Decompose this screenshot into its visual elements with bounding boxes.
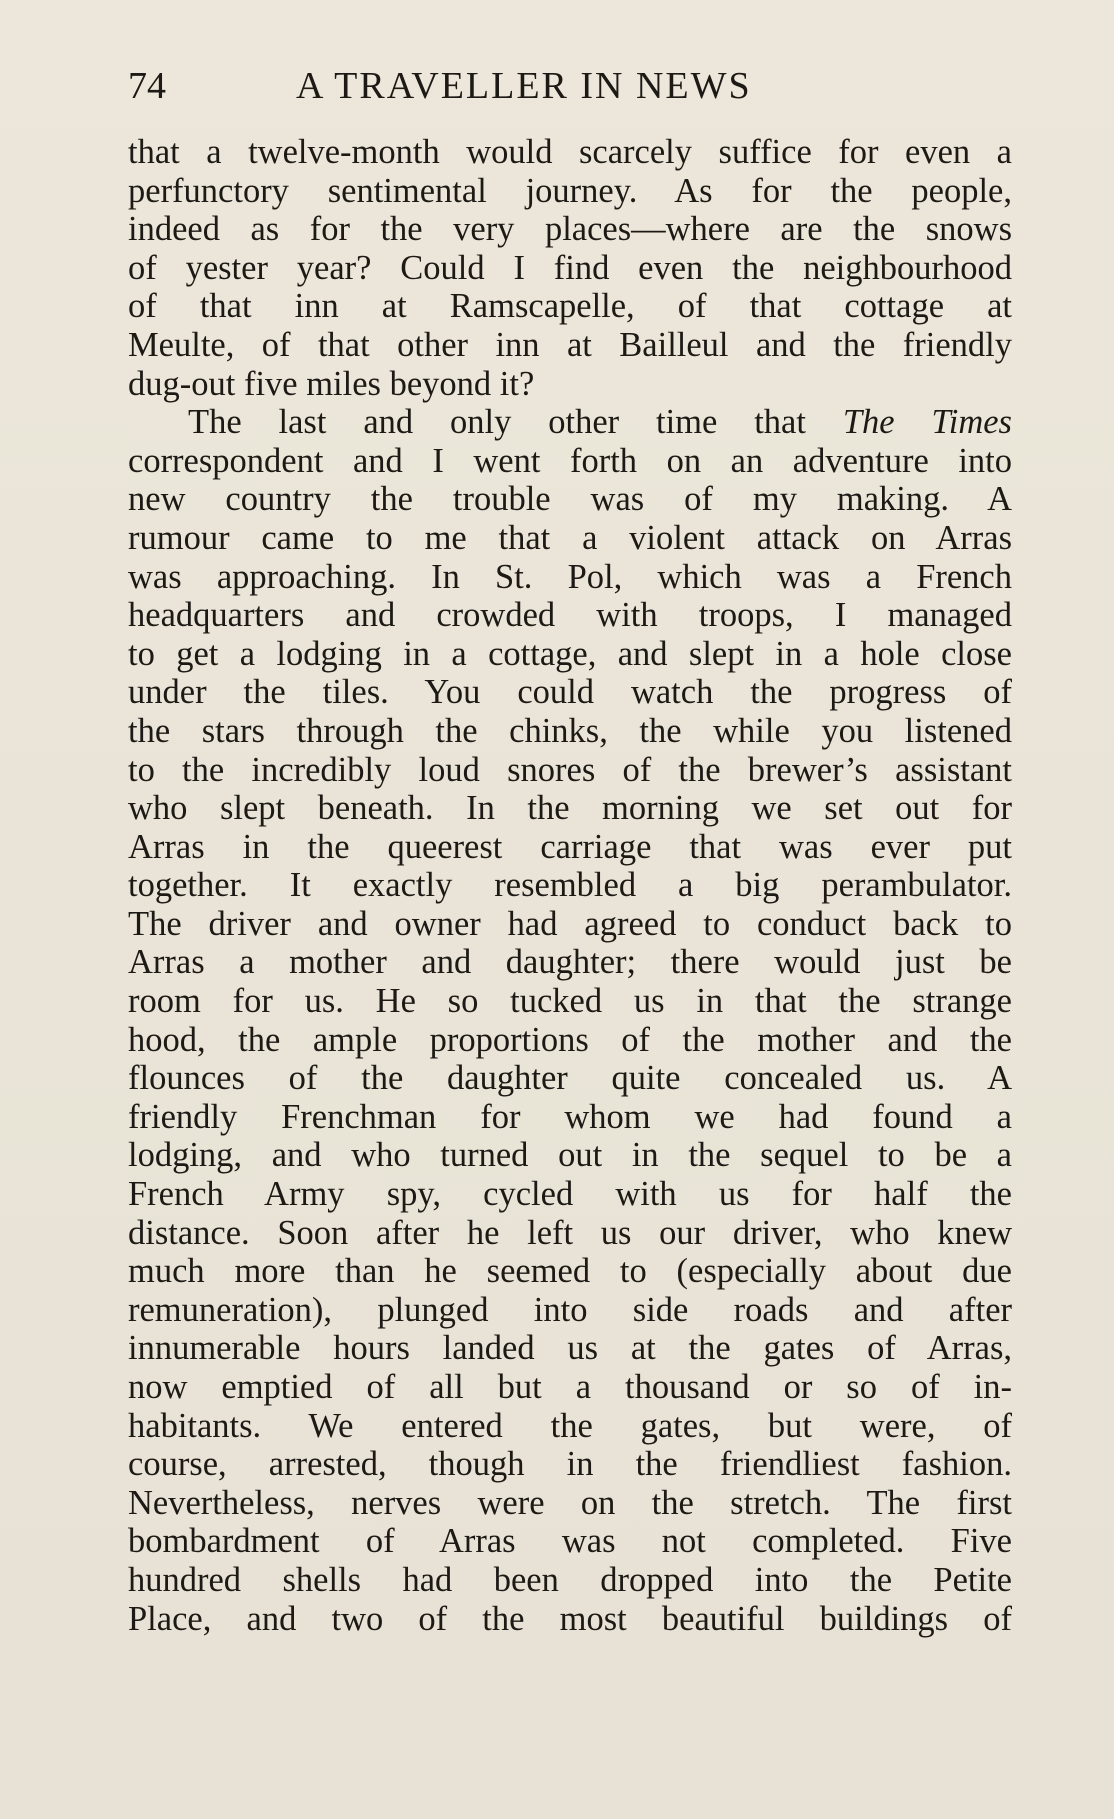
line-text: The last and only other time that — [188, 403, 843, 442]
text-line: Place, and two of the most beautiful buildings of — [128, 1599, 1012, 1638]
text-line: under the tiles. You could watch the progress of — [128, 673, 1012, 712]
text-line: habitants. We entered the gates, but were, of — [128, 1406, 1012, 1445]
text-line: was approaching. In St. Pol, which was a French — [128, 557, 1012, 596]
text-line: hood, the ample proportions of the mother and the — [128, 1020, 1012, 1059]
text-line: distance. Soon after he left us our driver, who knew — [128, 1213, 1012, 1252]
text-line: bombardment of Arras was not completed. Five — [128, 1522, 1012, 1561]
text-line: Arras in the queerest carriage that was ever put — [128, 827, 1012, 866]
page-number: 74 — [128, 65, 166, 107]
text-line: flounces of the daughter quite concealed us. A — [128, 1059, 1012, 1098]
text-line: course, arrested, though in the friendliest fashion. — [128, 1445, 1012, 1484]
text-line: to the incredibly loud snores of the brewer’s assistant — [128, 750, 1012, 789]
text-line: to get a lodging in a cottage, and slept in a hole close — [128, 634, 1012, 673]
body-text — [128, 133, 1012, 1638]
text-line: The driver and owner had agreed to conduct back to — [128, 904, 1012, 943]
text-line: much more than he seemed to (especially about due — [128, 1252, 1012, 1291]
text-line: that a twelve-month would scarcely suffice for even a — [128, 133, 1012, 171]
text-line: now emptied of all but a thousand or so of in- — [128, 1368, 1012, 1406]
text-line: French Army spy, cycled with us for half the — [128, 1175, 1012, 1214]
text-line: indeed as for the very places—where are the snows — [128, 210, 1012, 249]
text-line: lodging, and who turned out in the sequel to be a — [128, 1136, 1012, 1175]
text-line: Arras a mother and daughter; there would just be — [128, 943, 1012, 982]
running-head: A TRAVELLER IN NEWS — [296, 65, 752, 107]
text-line: who slept beneath. In the morning we set out for — [128, 789, 1012, 828]
text-line: dug-out five miles beyond it? — [128, 364, 535, 403]
text-line: the stars through the chinks, the while you listened — [128, 711, 1012, 750]
text-line: headquarters and crowded with troops, I managed — [128, 596, 1012, 635]
text-line: hundred shells had been dropped into the Petite — [128, 1560, 1012, 1599]
newspaper-title: The Times — [842, 403, 1012, 442]
text-line: new country the trouble was of my making. A — [128, 480, 1012, 519]
text-line: remuneration), plunged into side roads and after — [128, 1290, 1012, 1329]
text-line: Nevertheless, nerves were on the stretch. The first — [128, 1483, 1012, 1522]
paragraph-first-line — [128, 403, 1012, 442]
text-line: perfunctory sentimental journey. As for the people, — [128, 171, 1012, 210]
text-line: friendly Frenchman for whom we had found a — [128, 1097, 1012, 1136]
text-line: innumerable hours landed us at the gates of Arras, — [128, 1329, 1012, 1368]
text-line: together. It exactly resembled a big perambulator. — [128, 866, 1012, 905]
text-line: of yester year? Could I find even the neighbourhood — [128, 248, 1012, 287]
page-header — [128, 62, 1012, 110]
text-line: room for us. He so tucked us in that the strange — [128, 982, 1012, 1021]
text-line: correspondent and I went forth on an adventure into — [128, 441, 1012, 480]
text-line: Meulte, of that other inn at Bailleul and the friendly — [128, 325, 1012, 364]
text-line: rumour came to me that a violent attack on Arras — [128, 518, 1012, 557]
text-line: of that inn at Ramscapelle, of that cottage at — [128, 287, 1012, 326]
